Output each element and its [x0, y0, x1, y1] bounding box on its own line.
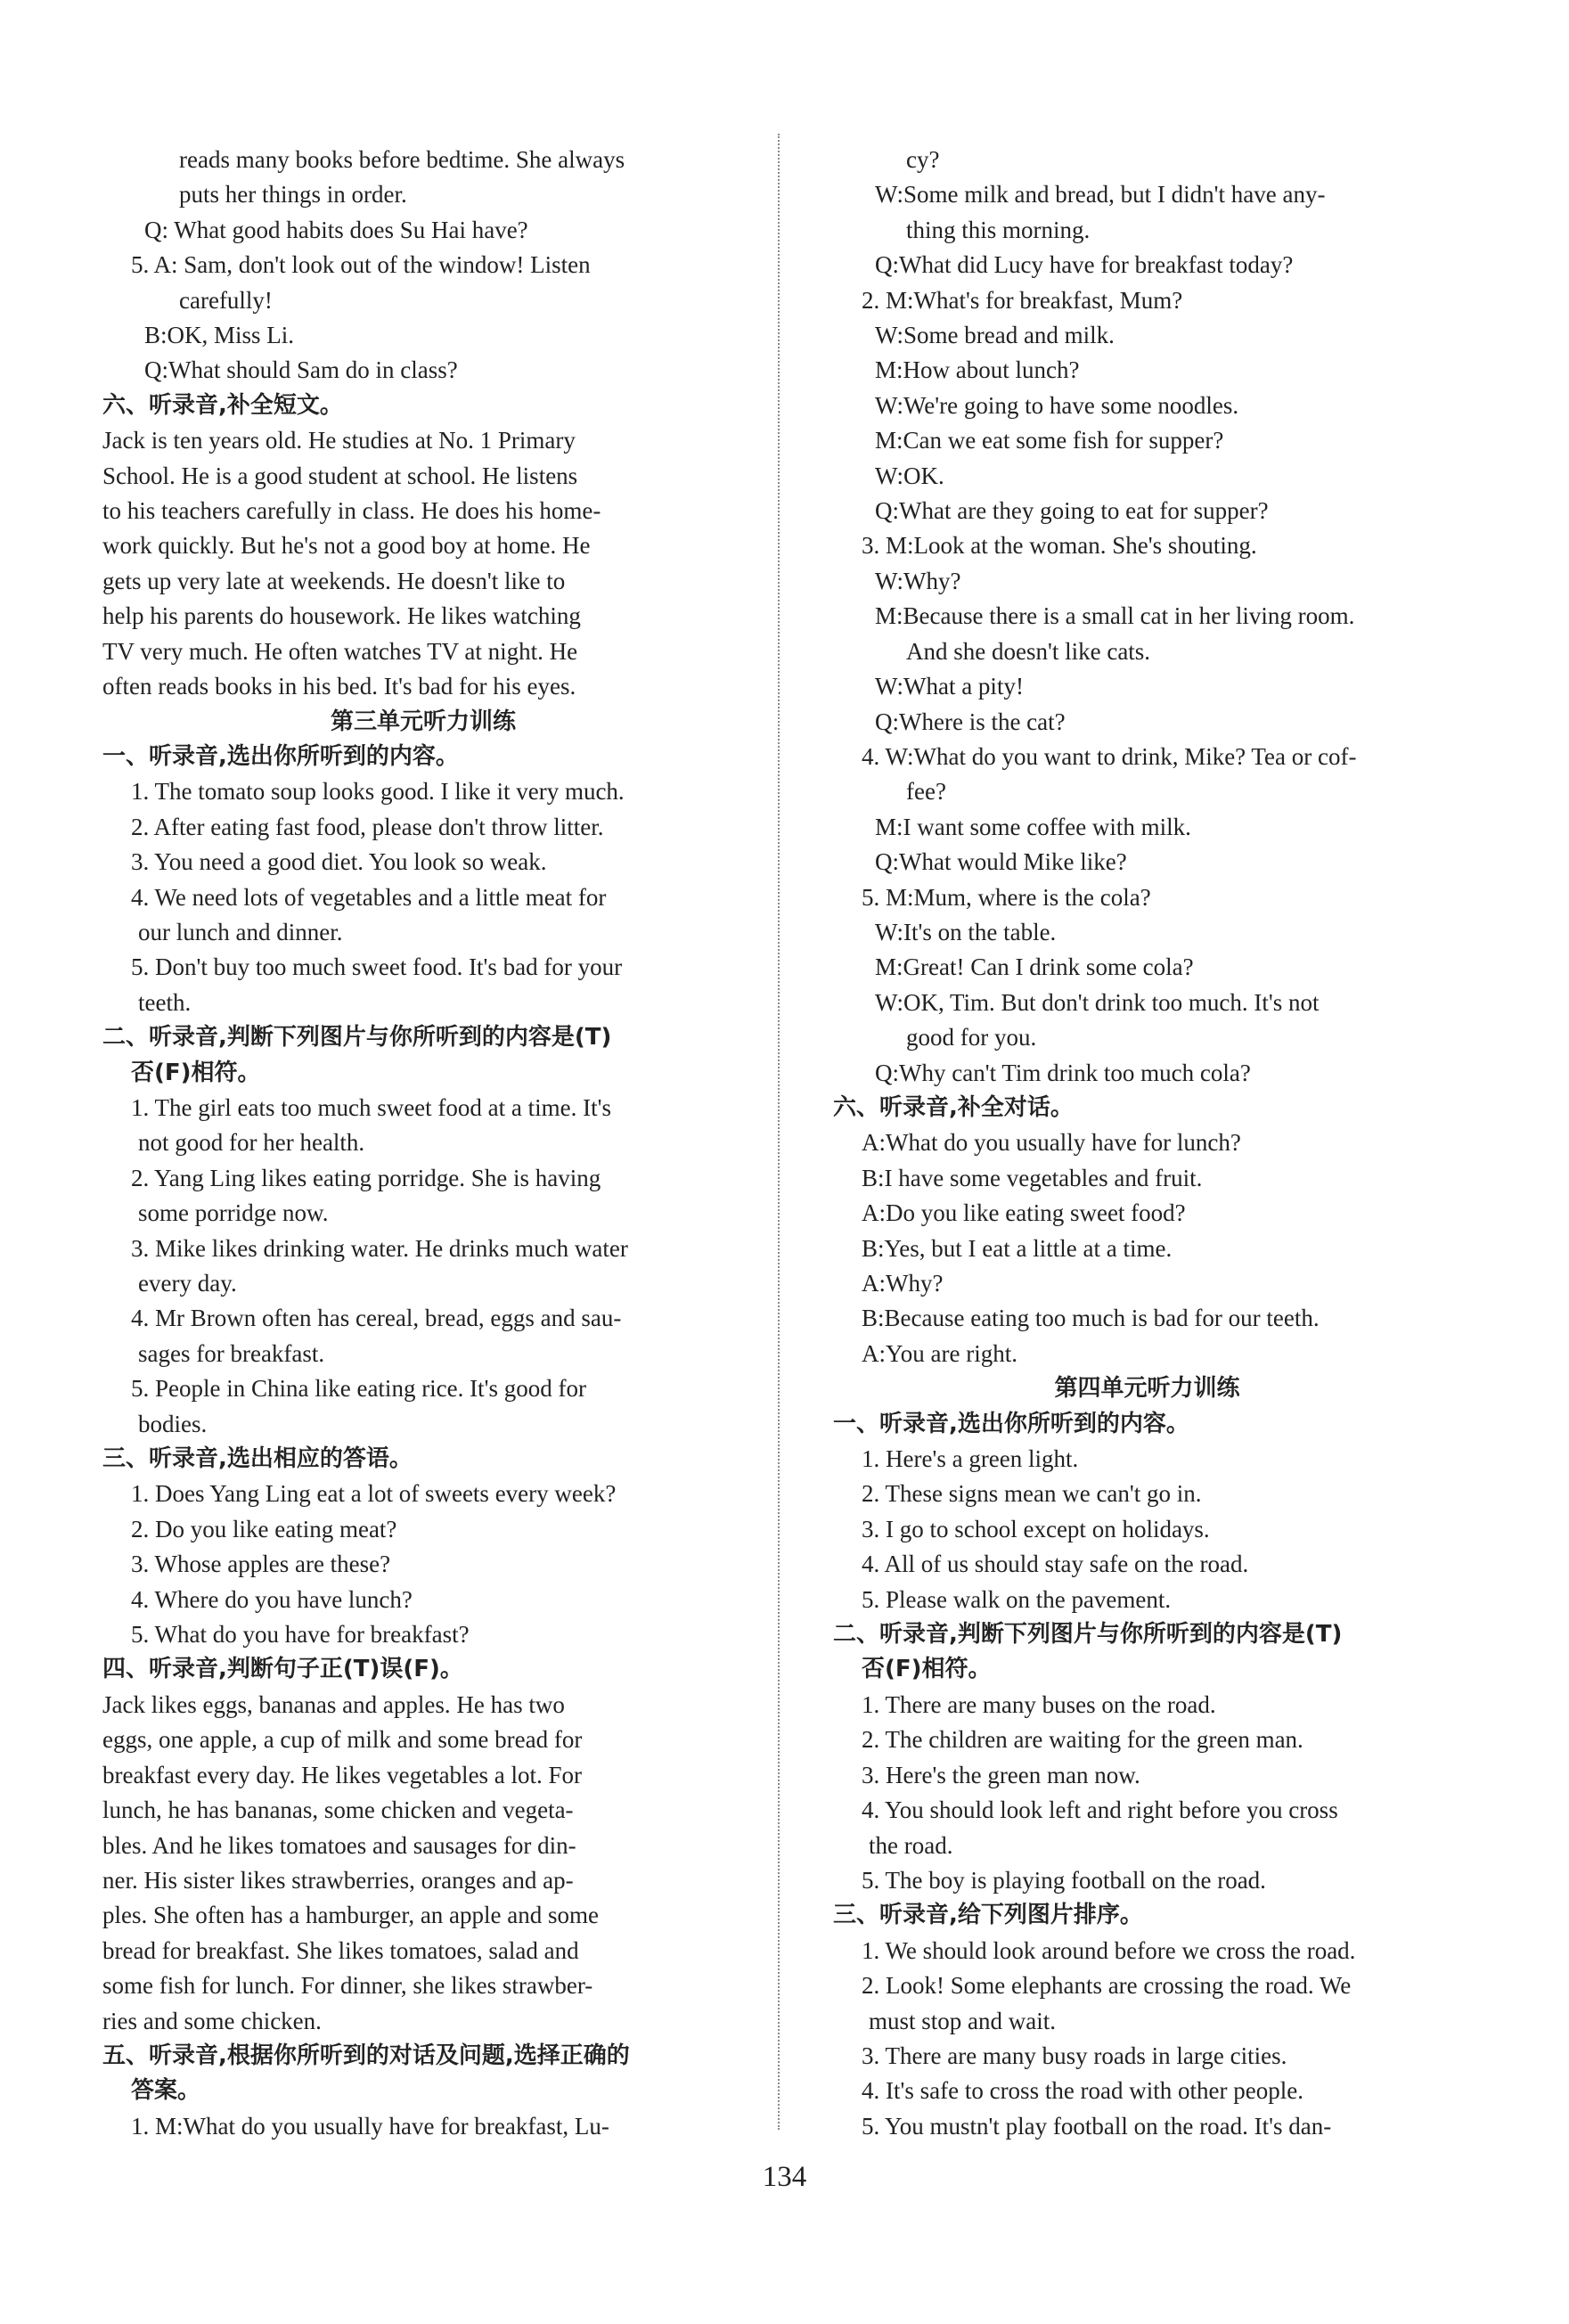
text-line: W:We're going to have some noodles.: [875, 391, 1239, 419]
text-line: 4. All of us should stay safe on the road.: [862, 1551, 1249, 1578]
text-line: Jack likes eggs, bananas and apples. He has two: [102, 1690, 565, 1718]
text-line: B:Yes, but I eat a little at a time.: [862, 1234, 1173, 1262]
text-line: Q:What should Sam do in class?: [144, 356, 458, 384]
text-line: often reads books in his bed. It's bad for his eyes.: [102, 673, 576, 700]
section-heading: 答案。: [131, 2077, 201, 2105]
text-line: 4. We need lots of vegetables and a little meat for: [131, 883, 607, 911]
text-line: must stop and wait.: [869, 2007, 1056, 2034]
text-line: some fish for lunch. For dinner, she likes strawber-: [102, 1972, 593, 2000]
text-line: 4. W:What do you want to drink, Mike? Tea or cof-: [862, 742, 1357, 770]
text-line: good for you.: [906, 1024, 1037, 1052]
text-line: bles. And he likes tomatoes and sausages for din-: [102, 1831, 576, 1859]
text-line: breakfast every day. He likes vegetables a lot. For: [102, 1761, 583, 1788]
text-line: reads many books before bedtime. She always: [179, 146, 625, 173]
text-line: B:Because eating too much is bad for our teeth.: [862, 1305, 1320, 1332]
section-heading: 三、听录音,给下列图片排序。: [833, 1902, 1143, 1929]
text-line: the road.: [869, 1831, 953, 1859]
text-line: carefully!: [179, 286, 273, 314]
column-divider: [778, 134, 780, 2130]
text-line: ner. His sister likes strawberries, oranges and ap-: [102, 1866, 574, 1894]
text-line: 1. We should look around before we cross the road.: [862, 1936, 1356, 1964]
section-heading: 二、听录音,判断下列图片与你所听到的内容是(T): [833, 1621, 1343, 1649]
text-line: W:Some milk and bread, but I didn't have any-: [875, 181, 1326, 209]
text-line: A:What do you usually have for lunch?: [862, 1129, 1241, 1157]
text-line: 2. M:What's for breakfast, Mum?: [862, 286, 1183, 314]
text-line: Jack is ten years old. He studies at No. 1 Primary: [102, 427, 576, 454]
text-line: lunch, he has bananas, some chicken and vegeta-: [102, 1796, 574, 1824]
text-line: work quickly. But he's not a good boy at home. He: [102, 532, 591, 560]
text-line: 5. What do you have for breakfast?: [131, 1621, 470, 1649]
text-line: W:Why?: [875, 567, 961, 594]
text-line: M:Because there is a small cat in her living room.: [875, 602, 1355, 630]
unit-title: 第四单元听力训练: [1054, 1375, 1240, 1403]
text-line: 5. M:Mum, where is the cola?: [862, 883, 1151, 911]
text-line: Q:Where is the cat?: [875, 708, 1066, 735]
text-line: M:How about lunch?: [875, 356, 1080, 384]
text-line: to his teachers carefully in class. He does his home-: [102, 497, 601, 525]
text-line: 5. You mustn't play football on the road. It's dan-: [862, 2112, 1332, 2140]
text-line: 5. People in China like eating rice. It's good for: [131, 1375, 586, 1403]
page-number: 134: [762, 2161, 807, 2193]
section-heading: 否(F)相符。: [131, 1059, 261, 1086]
text-line: A:Do you like eating sweet food?: [862, 1199, 1186, 1227]
section-heading: 否(F)相符。: [862, 1656, 992, 1683]
text-line: B:OK, Miss Li.: [144, 322, 295, 349]
text-line: 1. Does Yang Ling eat a lot of sweets every week?: [131, 1480, 617, 1508]
section-heading: 一、听录音,选出你所听到的内容。: [102, 742, 459, 770]
text-line: 2. Do you like eating meat?: [131, 1515, 397, 1543]
text-line: 1. The girl eats too much sweet food at a time. It's: [131, 1093, 611, 1121]
text-line: help his parents do housework. He likes watching: [102, 602, 581, 630]
text-line: M:Great! Can I drink some cola?: [875, 953, 1194, 981]
section-heading: 六、听录音,补全短文。: [102, 391, 343, 419]
text-line: ries and some chicken.: [102, 2007, 322, 2034]
text-line: Q:What would Mike like?: [875, 848, 1127, 876]
text-line: Q: What good habits does Su Hai have?: [144, 216, 528, 243]
text-line: W:OK.: [875, 462, 944, 489]
text-line: 1. The tomato soup looks good. I like it very much.: [131, 778, 625, 806]
text-line: fee?: [906, 778, 946, 806]
text-line: 1. Here's a green light.: [862, 1445, 1079, 1473]
text-line: some porridge now.: [138, 1199, 329, 1227]
text-line: 3. Whose apples are these?: [131, 1551, 391, 1578]
text-line: 3. Mike likes drinking water. He drinks much water: [131, 1234, 628, 1262]
text-line: B:I have some vegetables and fruit.: [862, 1164, 1203, 1191]
text-line: And she doesn't like cats.: [906, 637, 1151, 665]
text-line: 2. Look! Some elephants are crossing the road. We: [862, 1972, 1352, 2000]
text-line: 4. You should look left and right before you cross: [862, 1796, 1338, 1824]
text-line: teeth.: [138, 988, 192, 1016]
left-column: [102, 143, 744, 2144]
text-line: 5. Don't buy too much sweet food. It's bad for your: [131, 953, 623, 981]
section-heading: 一、听录音,选出你所听到的内容。: [833, 1410, 1189, 1437]
text-line: 2. After eating fast food, please don't throw litter.: [131, 813, 604, 840]
section-heading: 六、听录音,补全对话。: [833, 1093, 1074, 1121]
right-column: [833, 143, 1461, 2144]
text-line: every day.: [138, 1270, 237, 1297]
text-line: 2. Yang Ling likes eating porridge. She is having: [131, 1164, 601, 1191]
section-heading: 五、听录音,根据你所听到的对话及问题,选择正确的: [102, 2042, 630, 2069]
text-line: TV very much. He often watches TV at night. He: [102, 637, 578, 665]
text-line: M:Can we eat some fish for supper?: [875, 427, 1224, 454]
text-line: 2. These signs mean we can't go in.: [862, 1480, 1202, 1508]
text-line: 4. Where do you have lunch?: [131, 1585, 413, 1613]
text-line: gets up very late at weekends. He doesn't like to: [102, 567, 566, 594]
text-line: Q:What did Lucy have for breakfast today?: [875, 251, 1294, 279]
text-line: A:You are right.: [862, 1339, 1017, 1367]
text-line: W:Some bread and milk.: [875, 322, 1115, 349]
text-line: M:I want some coffee with milk.: [875, 813, 1191, 840]
text-line: 5. The boy is playing football on the road.: [862, 1866, 1266, 1894]
text-line: 1. There are many buses on the road.: [862, 1690, 1216, 1718]
text-line: Q:What are they going to eat for supper?: [875, 497, 1269, 525]
text-line: School. He is a good student at school. He listens: [102, 462, 578, 489]
text-line: 4. Mr Brown often has cereal, bread, eggs and sau-: [131, 1305, 622, 1332]
text-line: ples. She often has a hamburger, an apple and some: [102, 1902, 600, 1929]
text-line: cy?: [906, 146, 940, 173]
section-heading: 三、听录音,选出相应的答语。: [102, 1445, 413, 1473]
text-line: eggs, one apple, a cup of milk and some bread for: [102, 1726, 583, 1754]
text-line: our lunch and dinner.: [138, 918, 343, 945]
unit-title: 第三单元听力训练: [330, 708, 516, 735]
text-line: puts her things in order.: [179, 181, 407, 209]
text-line: 3. M:Look at the woman. She's shouting.: [862, 532, 1257, 560]
section-heading: 二、听录音,判断下列图片与你所听到的内容是(T): [102, 1024, 612, 1052]
text-line: 1. M:What do you usually have for breakfast, Lu-: [131, 2112, 609, 2140]
text-line: not good for her health.: [138, 1129, 365, 1157]
text-line: bodies.: [138, 1410, 208, 1437]
text-line: 3. Here's the green man now.: [862, 1761, 1140, 1788]
text-line: W:What a pity!: [875, 673, 1024, 700]
text-line: 3. There are many busy roads in large cities.: [862, 2042, 1287, 2069]
text-line: 5. A: Sam, don't look out of the window! Listen: [131, 251, 591, 279]
text-line: 3. You need a good diet. You look so weak.: [131, 848, 547, 876]
text-line: Q:Why can't Tim drink too much cola?: [875, 1059, 1251, 1086]
text-line: W:OK, Tim. But don't drink too much. It's not: [875, 988, 1320, 1016]
text-line: 5. Please walk on the pavement.: [862, 1585, 1172, 1613]
text-line: W:It's on the table.: [875, 918, 1057, 945]
text-line: bread for breakfast. She likes tomatoes, salad and: [102, 1936, 579, 1964]
text-line: 2. The children are waiting for the green man.: [862, 1726, 1303, 1754]
text-line: 4. It's safe to cross the road with other people.: [862, 2077, 1303, 2105]
text-line: thing this morning.: [906, 216, 1091, 243]
text-line: 3. I go to school except on holidays.: [862, 1515, 1210, 1543]
text-line: A:Why?: [862, 1270, 944, 1297]
text-line: sages for breakfast.: [138, 1339, 325, 1367]
section-heading: 四、听录音,判断句子正(T)误(F)。: [102, 1656, 463, 1683]
